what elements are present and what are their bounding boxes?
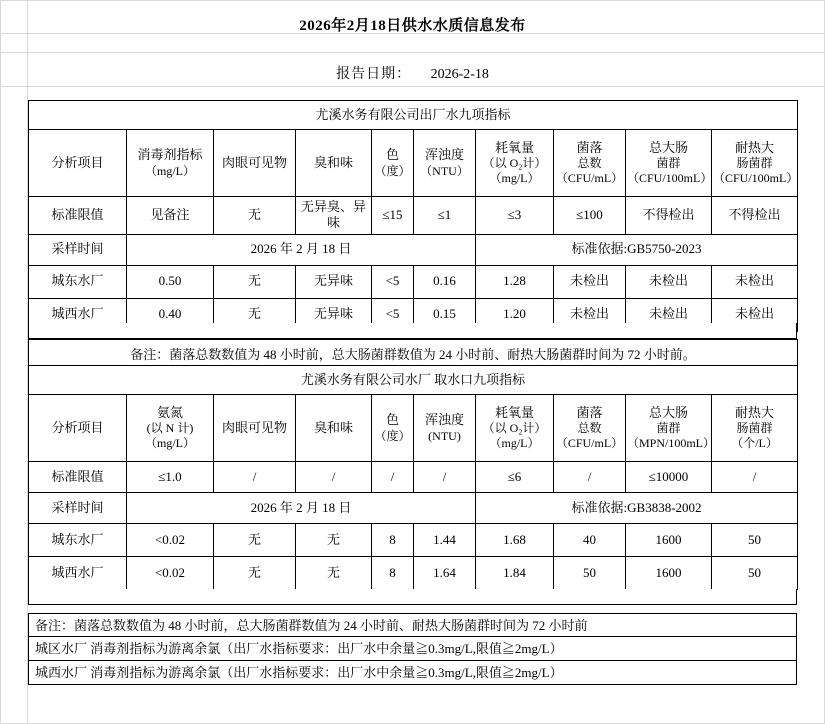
cell-ammonia-nitrogen: <0.02 xyxy=(127,524,214,557)
column-header-ammonia-nitrogen: 氨氮 (以 N 计) （mg/L） xyxy=(127,395,214,462)
cell-standard-basis: 标准依据:GB5750-2023 xyxy=(476,234,798,265)
column-header-disinfectant: 消毒剂指标 （mg/L） xyxy=(127,130,214,197)
column-header-oxygen-consumption: 耗氧量 （以 O₂计） （mg/L） xyxy=(476,395,554,462)
cell-total-coliform: 1600 xyxy=(626,524,712,557)
grid-line xyxy=(0,86,825,87)
row-label-plant: 城东水厂 xyxy=(29,265,127,298)
cell-standard-basis: 标准依据:GB3838-2002 xyxy=(476,493,798,524)
column-header-turbidity: 浑浊度 （NTU） xyxy=(414,130,476,197)
column-header-total-coliform: 总大肠 菌群 （CFU/100mL） xyxy=(626,130,712,197)
grid-line xyxy=(0,0,1,724)
cell-limit-total-coliform: 不得检出 xyxy=(626,197,712,235)
column-header-odor-taste: 臭和味 xyxy=(296,395,372,462)
cell-color: <5 xyxy=(372,265,414,298)
cell-turbidity: 0.15 xyxy=(414,298,476,331)
cell-sampling-date: 2026 年 2 月 18 日 xyxy=(127,493,476,524)
column-header-oxygen-consumption: 耗氧量 （以 O₂计） （mg/L） xyxy=(476,130,554,197)
cell-color: 8 xyxy=(372,524,414,557)
table-title-row xyxy=(29,366,798,395)
cell-oxygen-consumption: 1.20 xyxy=(476,298,554,331)
column-header-visible-matter: 肉眼可见物 xyxy=(214,130,296,197)
report-date xyxy=(0,63,825,83)
row-label-plant: 城西水厂 xyxy=(29,298,127,331)
cell-limit-oxygen-consumption: ≤3 xyxy=(476,197,554,235)
column-header-thermotolerant-coliform: 耐热大 肠菌群 （个/L） xyxy=(712,395,798,462)
cell-limit-turbidity: / xyxy=(414,462,476,493)
column-header-visible-matter: 肉眼可见物 xyxy=(214,395,296,462)
footnote-urban-plant-disinfectant: 城区水厂 消毒剂指标为游离余氯（出厂水指标要求：出厂水中余量≧0.3mg/L,限值≧2mg/L） xyxy=(28,637,797,661)
grid-line xyxy=(0,52,825,53)
table-row xyxy=(29,493,798,524)
footnote-colony-time: 备注：菌落总数数值为 48 小时前，总大肠菌群数值为 24 小时前、耐热大肠菌群时间为 72 小时前 xyxy=(28,613,797,637)
column-header-total-coliform: 总大肠 菌群 （MPN/100mL） xyxy=(626,395,712,462)
cell-limit-odor-taste: / xyxy=(296,462,372,493)
row-label-plant: 城东水厂 xyxy=(29,524,127,557)
cell-limit-color: / xyxy=(372,462,414,493)
cell-turbidity: 0.16 xyxy=(414,265,476,298)
footnotes xyxy=(28,613,797,685)
row-label-standard-limit: 标准限值 xyxy=(29,462,127,493)
cell-limit-thermotolerant-coliform: 不得检出 xyxy=(712,197,798,235)
cell-total-coliform: 未检出 xyxy=(626,265,712,298)
cell-colony-count: 未检出 xyxy=(554,298,626,331)
cell-odor-taste: 无 xyxy=(296,557,372,590)
table-row xyxy=(29,462,798,493)
cell-oxygen-consumption: 1.84 xyxy=(476,557,554,590)
report-date-value: 2026-2-18 xyxy=(430,67,489,82)
cell-odor-taste: 无异味 xyxy=(296,265,372,298)
cell-color: <5 xyxy=(372,298,414,331)
page-title: 2026年2月18日供水水质信息发布 xyxy=(299,18,526,34)
cell-limit-oxygen-consumption: ≤6 xyxy=(476,462,554,493)
cell-turbidity: 1.64 xyxy=(414,557,476,590)
cell-limit-thermotolerant-coliform: / xyxy=(712,462,798,493)
cell-colony-count: 未检出 xyxy=(554,265,626,298)
cell-visible-matter: 无 xyxy=(214,298,296,331)
table1-note: 备注：菌落总数数值为 48 小时前，总大肠菌群数值为 24 小时前、耐热大肠菌群时间为 72 小时前。 xyxy=(29,340,798,371)
cell-disinfectant: 0.50 xyxy=(127,265,214,298)
cell-total-coliform: 未检出 xyxy=(626,298,712,331)
cell-color: 8 xyxy=(372,557,414,590)
cell-limit-turbidity: ≤1 xyxy=(414,197,476,235)
table-header-row xyxy=(29,130,798,197)
cell-limit-disinfectant: 见备注 xyxy=(127,197,214,235)
table-header-row xyxy=(29,395,798,462)
footnote-west-plant-disinfectant: 城西水厂 消毒剂指标为游离余氯（出厂水指标要求：出厂水中余量≧0.3mg/L,限值≧2mg/L） xyxy=(28,661,797,685)
table-spacer-row xyxy=(28,323,797,339)
factory-water-table xyxy=(28,100,798,332)
cell-thermotolerant-coliform: 50 xyxy=(712,557,798,590)
row-label-sampling-time: 采样时间 xyxy=(29,493,127,524)
cell-thermotolerant-coliform: 未检出 xyxy=(712,298,798,331)
cell-limit-color: ≤15 xyxy=(372,197,414,235)
column-header-turbidity: 浑浊度 (NTU) xyxy=(414,395,476,462)
column-header-analysis-item: 分析项目 xyxy=(29,130,127,197)
cell-thermotolerant-coliform: 50 xyxy=(712,524,798,557)
intake-water-table xyxy=(28,365,798,590)
cell-limit-colony-count: ≤100 xyxy=(554,197,626,235)
cell-ammonia-nitrogen: <0.02 xyxy=(127,557,214,590)
cell-limit-odor-taste: 无异臭、异味 xyxy=(296,197,372,235)
cell-oxygen-consumption: 1.28 xyxy=(476,265,554,298)
column-header-colony-count: 菌落 总数 （CFU/mL） xyxy=(554,130,626,197)
cell-thermotolerant-coliform: 未检出 xyxy=(712,265,798,298)
table-title-row xyxy=(29,101,798,130)
cell-odor-taste: 无 xyxy=(296,524,372,557)
cell-limit-ammonia-nitrogen: ≤1.0 xyxy=(127,462,214,493)
table1-title: 尤溪水务有限公司出厂水九项指标 xyxy=(29,101,798,130)
column-header-colony-count: 菌落 总数 （CFU/mL） xyxy=(554,395,626,462)
cell-limit-colony-count: / xyxy=(554,462,626,493)
cell-colony-count: 40 xyxy=(554,524,626,557)
cell-sampling-date: 2026 年 2 月 18 日 xyxy=(127,234,476,265)
row-label-standard-limit: 标准限值 xyxy=(29,197,127,235)
cell-colony-count: 50 xyxy=(554,557,626,590)
cell-oxygen-consumption: 1.68 xyxy=(476,524,554,557)
cell-odor-taste: 无异味 xyxy=(296,298,372,331)
column-header-analysis-item: 分析项目 xyxy=(29,395,127,462)
cell-limit-total-coliform: ≤10000 xyxy=(626,462,712,493)
column-header-color: 色 （度） xyxy=(372,130,414,197)
cell-disinfectant: 0.40 xyxy=(127,298,214,331)
grid-line xyxy=(0,0,825,1)
cell-visible-matter: 无 xyxy=(214,265,296,298)
column-header-color: 色 （度） xyxy=(372,395,414,462)
column-header-odor-taste: 臭和味 xyxy=(296,130,372,197)
cell-turbidity: 1.44 xyxy=(414,524,476,557)
row-label-plant: 城西水厂 xyxy=(29,557,127,590)
table-row xyxy=(29,234,798,265)
column-header-thermotolerant-coliform: 耐热大 肠菌群 （CFU/100mL） xyxy=(712,130,798,197)
cell-limit-visible-matter: 无 xyxy=(214,197,296,235)
table-row xyxy=(29,557,798,590)
report-date-label: 报告日期： xyxy=(336,67,412,82)
table-row xyxy=(29,197,798,235)
cell-visible-matter: 无 xyxy=(214,524,296,557)
table-spacer-row xyxy=(28,589,797,605)
table2-title: 尤溪水务有限公司水厂 取水口九项指标 xyxy=(29,366,798,395)
cell-total-coliform: 1600 xyxy=(626,557,712,590)
table-row xyxy=(29,265,798,298)
table-row xyxy=(29,524,798,557)
cell-limit-visible-matter: / xyxy=(214,462,296,493)
cell-visible-matter: 无 xyxy=(214,557,296,590)
row-label-sampling-time: 采样时间 xyxy=(29,234,127,265)
